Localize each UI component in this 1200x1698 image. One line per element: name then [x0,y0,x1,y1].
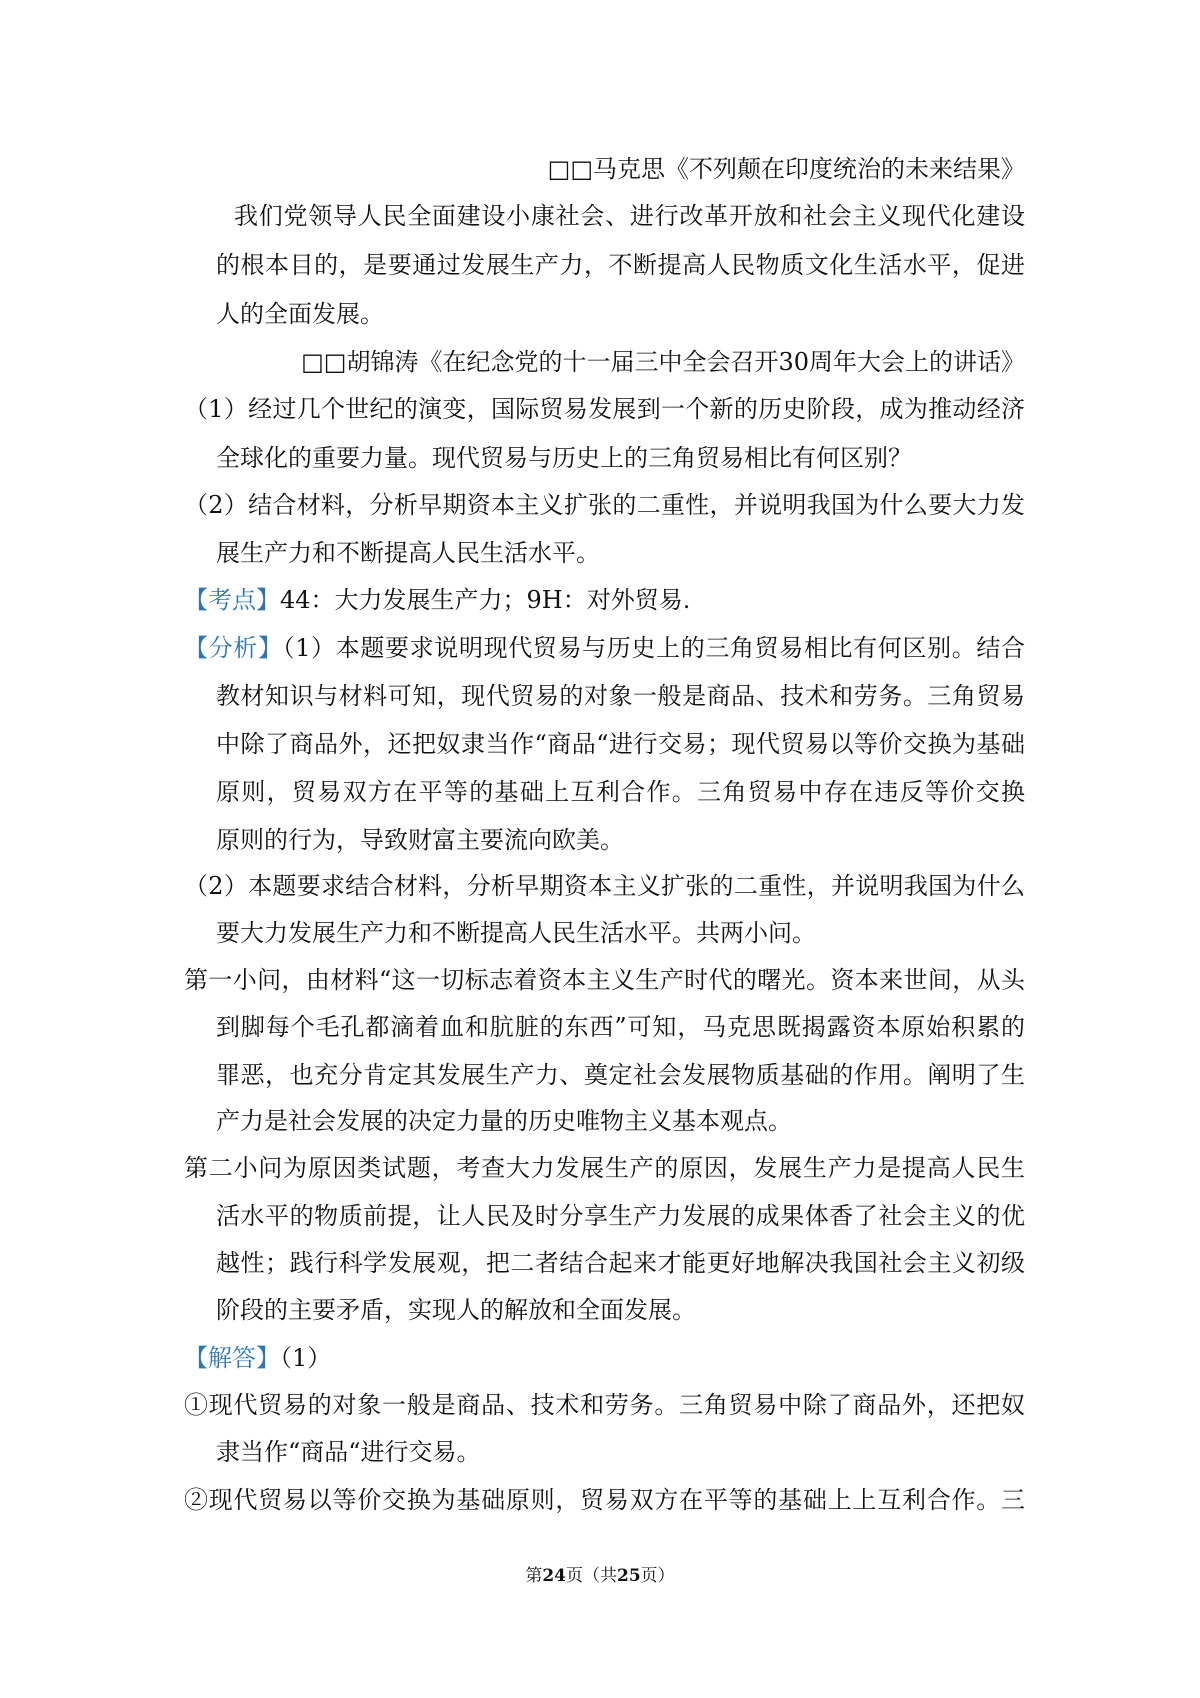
footer-prefix: 第 [525,1566,543,1586]
fenxi-sub1-line: 第一小问，由材料“这一切标志着资本主义生产时代的曙光。资本来世间，从头 [184,966,1025,994]
question-2-line: 展生产力和不断提高人民生活水平。 [216,539,600,567]
fenxi-line: 教材知识与材料可知，现代贸易的对象一般是商品、技术和劳务。三角贸易 [216,682,1025,710]
fenxi-line: 原则，贸易双方在平等的基础上互利合作。三角贸易中存在违反等价交换 [216,778,1025,806]
fenxi-label: 【分析】 [184,634,283,662]
fenxi-line: 原则的行为，导致财富主要流向欧美。 [216,826,624,854]
fenxi-sub2-line: 活水平的物质前提，让人民及时分享生产力发展的成果体香了社会主义的优 [216,1202,1025,1230]
kaodian-line [184,585,1025,615]
quote-line: 人的全面发展。 [216,300,384,328]
jieda-label: 【解答】 [184,1344,280,1372]
attribution-hu: □□胡锦涛《在纪念党的十一届三中全会召开30周年大会上的讲话》 [301,348,1025,376]
kaodian-text: 44：大力发展生产力；9H：对外贸易. [280,586,691,614]
question-2-line: （2）结合材料，分析早期资本主义扩张的二重性，并说明我国为什么要大力发 [184,491,1025,519]
jieda-item-line: ①现代贸易的对象一般是商品、技术和劳务。三角贸易中除了商品外，还把奴 [184,1391,1025,1419]
quote-line: 我们党领导人民全面建设小康社会、进行改革开放和社会主义现代化建设 [234,202,1025,230]
page-total: 25 [617,1566,641,1586]
fenxi-sub2-line: 第二小问为原因类试题，考查大力发展生产的原因，发展生产力是提高人民生 [184,1154,1025,1182]
fenxi-sub1-line: 到脚每个毛孔都滴着血和肮脏的东西”可知，马克思既揭露资本原始积累的 [216,1013,1025,1041]
footer-mid: 页（共 [566,1566,617,1586]
jieda-line [184,1343,1025,1373]
page-footer [0,1564,1200,1588]
fenxi-part2-line: （2）本题要求结合材料，分析早期资本主义扩张的二重性，并说明我国为什么 [184,872,1025,900]
jieda-item-line: ②现代贸易以等价交换为基础原则，贸易双方在平等的基础上上互利合作。三 [184,1486,1025,1514]
jieda-item-line: 隶当作“商品“进行交易。 [216,1438,481,1466]
fenxi-sub2-line: 越性；践行科学发展观，把二者结合起来才能更好地解决我国社会主义初级 [216,1249,1025,1277]
page-number: 24 [542,1566,566,1586]
fenxi-text: （1）本题要求说明现代贸易与历史上的三角贸易相比有何区别。结合 [282,634,1025,662]
fenxi-sub1-line: 产力是社会发展的决定力量的历史唯物主义基本观点。 [216,1107,792,1135]
fenxi-line: 中除了商品外，还把奴隶当作“商品“进行交易；现代贸易以等价交换为基础 [216,730,1025,758]
jieda-intro: （1） [280,1344,332,1372]
quote-line: 的根本目的，是要通过发展生产力，不断提高人民物质文化生活水平，促进 [216,251,1025,279]
footer-suffix: 页） [640,1566,675,1586]
kaodian-label: 【考点】 [184,586,280,614]
question-1-line: （1）经过几个世纪的演变，国际贸易发展到一个新的历史阶段，成为推动经济 [184,395,1025,423]
fenxi-sub2-line: 阶段的主要矛盾，实现人的解放和全面发展。 [216,1296,696,1324]
attribution-marx: □□马克思《不列颠在印度统治的未来结果》 [547,155,1025,183]
fenxi-sub1-line: 罪恶，也充分肯定其发展生产力、奠定社会发展物质基础的作用。阐明了生 [216,1061,1025,1089]
question-1-line: 全球化的重要力量。现代贸易与历史上的三角贸易相比有何区别？ [216,444,912,472]
fenxi-line [184,633,1025,663]
fenxi-part2-line: 要大力发展生产力和不断提高人民生活水平。共两小问。 [216,919,816,947]
